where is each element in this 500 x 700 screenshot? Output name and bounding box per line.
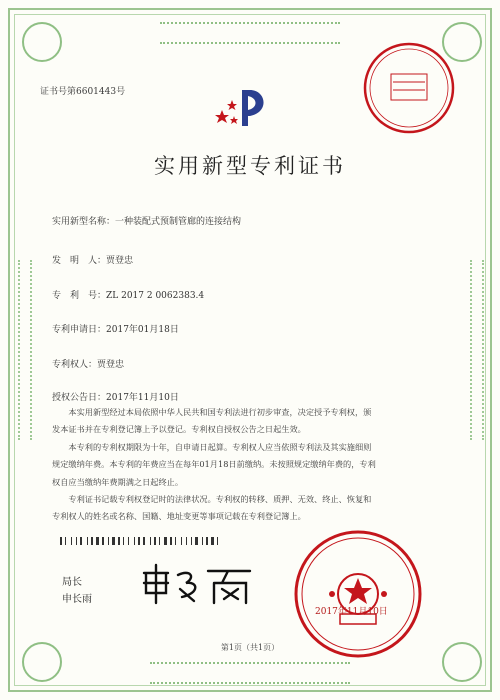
grant-date-value: 2017年11月10日 [106,393,179,403]
patentee-row [52,357,124,370]
grant-date-row [52,390,179,403]
barcode-bar [134,537,135,545]
utility-model-name-value: 一种装配式预制管廊的连接结构 [115,217,242,227]
body-line: 本专利的专利权期限为十年，自申请日起算。专利权人应当依照专利法及其实施细则 [52,441,372,452]
barcode-bar [128,537,129,545]
barcode-bar [170,537,172,545]
barcode-bar [102,537,104,545]
director-signature [138,563,258,605]
barcode-bar [123,537,124,545]
body-line: 权自应当缴纳年费期满之日起终止。 [52,476,184,487]
barcode-bar [112,537,115,545]
seal-date: 2017年11月10日 [315,607,388,617]
barcode-bar [143,537,145,545]
utility-model-name-label: 实用新型名称： [52,217,116,227]
body-line: 专利证书记载专利权登记时的法律状况。专利权的转移、质押、无效、终止、恢复和 [52,494,372,505]
body-line: 发本证书并在专利登记簿上予以登记。专利权自授权公告之日起生效。 [52,424,306,435]
barcode-bar [60,537,62,545]
certificate-body-text [52,404,447,526]
barcode-bar [181,537,182,545]
barcode [60,537,270,545]
barcode-bar [175,537,176,545]
barcode-bar [76,537,77,545]
barcode-bar [80,537,82,545]
inventor-label: 发 明 人： [52,256,107,266]
patentee-value: 贾登忠 [97,360,125,370]
grant-date-label: 授权公告日： [52,393,107,403]
barcode-bar [164,537,167,545]
body-line: 规定缴纳年费。本专利的年费应当在每年01月18日前缴纳。未按照规定缴纳年费的，专利 [52,459,376,470]
bottom-border-ornament [150,662,350,684]
barcode-bar [191,537,192,545]
barcode-bar [159,537,160,545]
barcode-bar [65,537,66,545]
certificate-title: 实用新型专利证书 [154,154,346,178]
filing-date-row [52,322,179,335]
barcode-bar [217,537,218,545]
director-title: 局长 [62,577,82,588]
barcode-bar [118,537,120,545]
filing-date-label: 专利申请日： [52,325,107,335]
patent-office-logo [214,86,276,130]
director-name: 申长雨 [62,594,92,605]
barcode-bar [138,537,140,545]
filing-date-value: 2017年01月18日 [106,325,179,335]
barcode-bar [71,537,72,545]
barcode-bar [206,537,208,545]
barcode-bar [195,537,198,545]
barcode-bar [154,537,156,545]
barcode-bar [202,537,203,545]
certificate-number: 证书号第6601443号 [40,87,126,97]
top-border-ornament [160,22,340,44]
left-border-ornament [18,260,32,440]
patentee-label: 专利权人： [52,360,98,370]
corner-ornament-top-left [22,22,62,62]
barcode-bar [91,537,93,545]
barcode-bar [108,537,109,545]
body-line: 专利权人的姓名或名称、国籍、地址变更等事项记载在专利登记簿上。 [52,511,306,522]
patent-agency-stamp [361,40,457,136]
inventor-row [52,253,133,266]
barcode-bar [186,537,187,545]
barcode-bar [211,537,214,545]
page-footer: 第1页（共1页） [220,643,280,652]
barcode-bar [96,537,99,545]
body-line: 本实用新型经过本局依照中华人民共和国专利法进行初步审查，决定授予专利权，颁 [52,407,372,417]
patent-number-value: ZL 2017 2 0062383.4 [106,291,205,301]
official-seal [292,528,424,660]
barcode-bar [150,537,151,545]
patent-number-label: 专 利 号： [52,291,107,301]
right-border-ornament [470,260,484,440]
patent-number-row [52,288,204,301]
barcode-bar [87,537,88,545]
utility-model-name-row [52,214,241,227]
inventor-value: 贾登忠 [106,256,134,266]
